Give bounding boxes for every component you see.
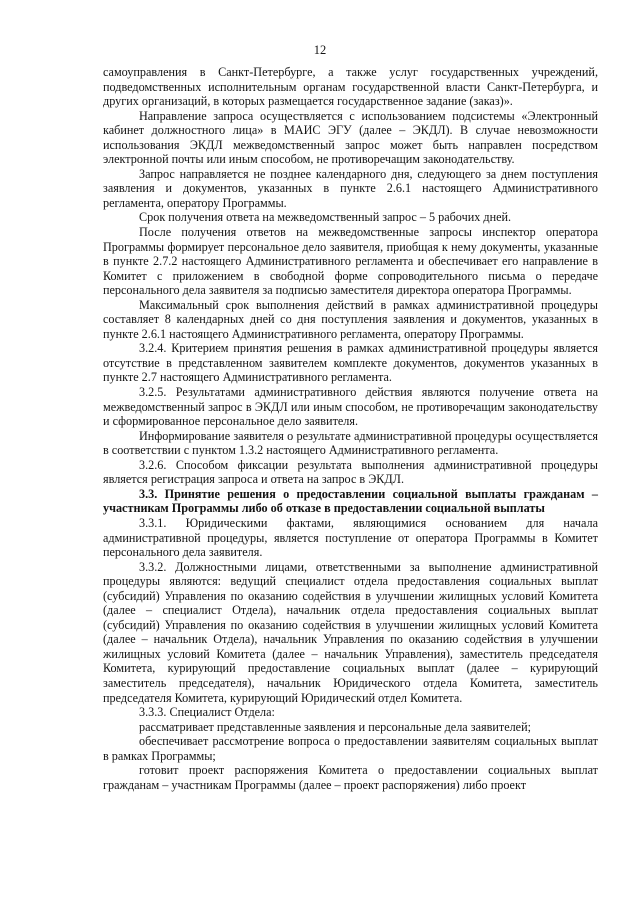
paragraph: 3.2.5. Результатами административного действия являются получение ответа на межведомственный запрос в ЭКДЛ или иным способом, не противоречащим законодательству и сформированное персональное дело заявителя.: [103, 385, 598, 429]
paragraph: Информирование заявителя о результате административной процедуры осуществляется в соответствии с пунктом 1.3.2 настоящего Административного регламента.: [103, 428, 598, 458]
list-item: рассматривает представленные заявления и персональные дела заявителей;: [139, 719, 531, 734]
list-item: обеспечивает рассмотрение вопроса о предоставлении заявителям социальных выплат в рамках Программы;: [103, 734, 598, 763]
paragraph: Максимальный срок выполнения действий в рамках административной процедуры составляет 8 календарных дней со дня поступления заявления и документов, указанных в пункте 2.6.1 настоящего Административного регламента, оператору Программы.: [103, 297, 598, 341]
document-body: [103, 65, 598, 792]
paragraph: После получения ответов на межведомственные запросы инспектор оператора Программы формирует персональное дело заявителя, приобщая к нему документы, указанные в пункте 2.7.2 настоящего Административного регламента и обеспечивает его направление в Комитет с приложением в свободной форме сопроводительного письма о передаче персонального дела заявителя за подписью заместителя директора оператора Программы.: [103, 225, 598, 298]
paragraph: 3.3.1. Юридическими фактами, являющимися основанием для начала административной процедуры, является поступление от оператора Программы в Комитет персонального дела заявителя.: [103, 515, 598, 560]
paragraph: 3.3.3. Специалист Отдела:: [139, 705, 275, 720]
paragraph: самоуправления в Санкт-Петербурге, а также услуг государственных учреждений, подведомственных исполнительным органам государственной власти Санкт-Петербурга, и других организаций, в которых размещается государственное задание (заказ)».: [103, 65, 598, 109]
paragraph: Срок получения ответа на межведомственный запрос – 5 рабочих дней.: [139, 210, 512, 225]
list-item: готовит проект распоряжения Комитета о предоставлении социальных выплат гражданам – участникам Программы (далее – проект распоряжения) либо проект: [103, 763, 598, 792]
paragraph: Запрос направляется не позднее календарного дня, следующего за днем поступления заявления и документов, указанных в пункте 2.6.1 настоящего Административного регламента, оператору Программы.: [103, 166, 598, 210]
section-heading: 3.3. Принятие решения о предоставлении социальной выплаты гражданам – участникам Программы либо об отказе в предоставлении социальной выплаты: [103, 486, 598, 516]
paragraph: 3.2.4. Критерием принятия решения в рамках административной процедуры является отсутствие в представленном заявителем комплекте документов, документов указанных в пункте 2.7 настоящего Административного регламента.: [103, 341, 598, 385]
page-number: 12: [313, 43, 327, 57]
paragraph: 3.2.6. Способом фиксации результата выполнения административной процедуры является регистрация запроса и ответа на запрос в ЭКДЛ.: [103, 457, 598, 487]
paragraph: Направление запроса осуществляется с использованием подсистемы «Электронный кабинет должностного лица» в МАИС ЭГУ (далее – ЭКДЛ). В случае невозможности использования ЭКДЛ межведомственный запрос может быть направлен посредством электронной почты или иным способом, не противоречащим законодательству.: [103, 108, 598, 167]
paragraph: 3.3.2. Должностными лицами, ответственными за выполнение административной процедуры являются: ведущий специалист отдела предоставления социальных выплат (субсидий) Управления по оказанию содействия в улучшении жилищных условий Комитета (далее – специалист Отдела), начальник отдела предоставления социальных выплат (субсидий) Управления по оказанию содействия в улучшении жилищных условий Комитета (далее – начальник Отдела), начальник Управления по оказанию содействия в улучшении жилищных условий Комитета (далее – начальник Управления), заместитель председателя Комитета, курирующий предоставление социальных выплат (далее – курирующий заместитель председателя), начальник Юридического отдела Комитета, заместитель председателя Комитета, курирующий Юридический отдел Комитета.: [103, 559, 598, 705]
